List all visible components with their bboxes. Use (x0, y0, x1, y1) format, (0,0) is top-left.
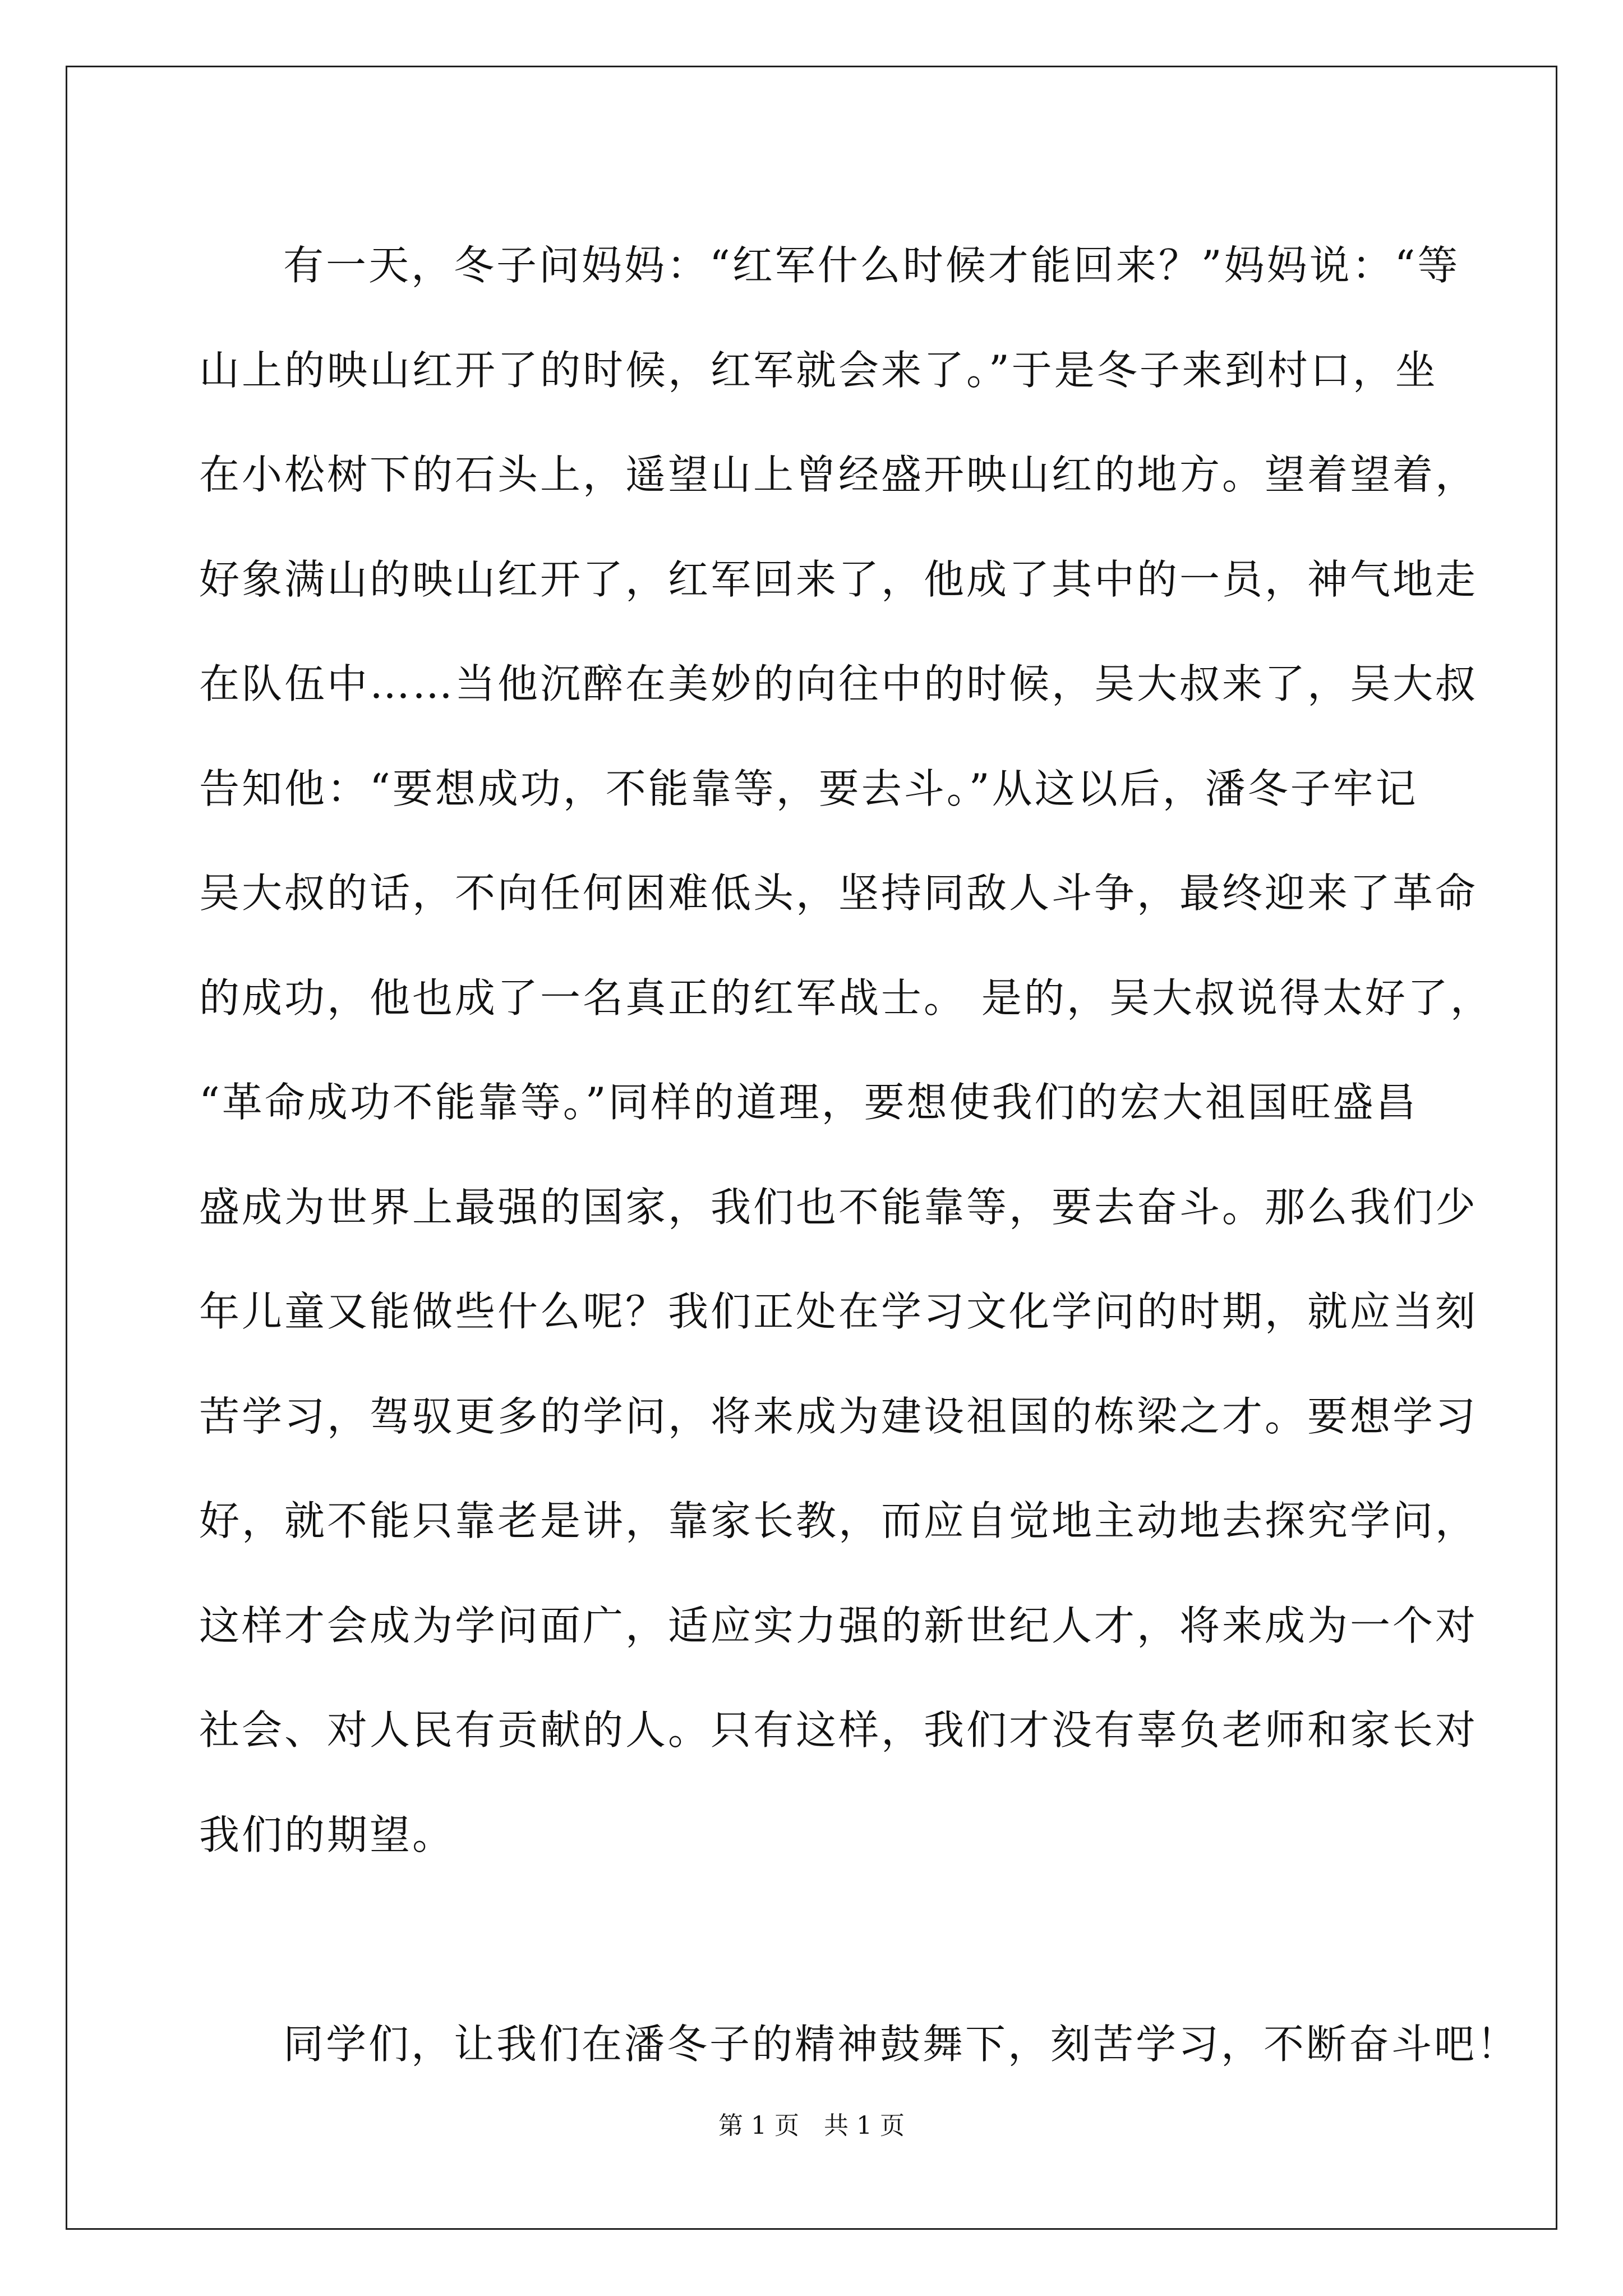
text-line: 好象满山的映山红开了，红军回来了，他成了其中的一员，神气地走 (199, 555, 1478, 603)
text-line: 告知他：“要想成功，不能靠等，要去斗。”从这以后，潘冬子牢记 (199, 765, 1418, 812)
text-line: 在队伍中……当他沉醉在美妙的向往中的时候，吴大叔来了，吴大叔 (199, 660, 1478, 707)
text-line: 社会、对人民有贡献的人。只有这样，我们才没有辜负老师和家长对 (199, 1706, 1478, 1754)
paragraph-1 (199, 213, 1493, 1887)
text-line: 这样才会成为学问面广，适应实力强的新世纪人才，将来成为一个对 (199, 1602, 1478, 1649)
document-body (199, 213, 1520, 2096)
text-line: 年儿童又能做些什么呢？我们正处在学习文化学问的时期，就应当刻 (199, 1288, 1478, 1335)
text-line: “革命成功不能靠等。”同样的道理，要想使我们的宏大祖国旺盛昌 (199, 1079, 1418, 1126)
text-line: 好，就不能只靠老是讲，靠家长教，而应自觉地主动地去探究学问， (199, 1497, 1478, 1544)
text-line: 山上的映山红开了的时候，红军就会来了。”于是冬子来到村口，坐 (199, 346, 1438, 394)
text-line: 吴大叔的话，不向任何困难低头，坚持同敌人斗争，最终迎来了革命 (199, 869, 1478, 917)
paragraph-2 (199, 1992, 1520, 2097)
text-line: 我们的期望。 (199, 1811, 455, 1858)
page-number: 第 1 页 共 1 页 (718, 2111, 905, 2140)
text-line: 苦学习，驾驭更多的学问，将来成为建设祖国的栋梁之才。要想学习 (199, 1392, 1478, 1440)
text-line: 同学们，让我们在潘冬子的精神鼓舞下，刻苦学习，不断奋斗吧！ (283, 2020, 1520, 2068)
text-line: 的成功，他也成了一名真正的红军战士。 是的，吴大叔说得太好了， (199, 974, 1493, 1022)
text-line: 有一天，冬子问妈妈：“红军什么时候才能回来？”妈妈说：“等 (283, 242, 1460, 289)
text-line: 盛成为世界上最强的国家，我们也不能靠等，要去奋斗。那么我们少 (199, 1183, 1478, 1231)
text-line: 在小松树下的石头上，遥望山上曾经盛开映山红的地方。望着望着， (199, 451, 1478, 498)
paragraph-spacer (199, 1887, 1427, 1992)
